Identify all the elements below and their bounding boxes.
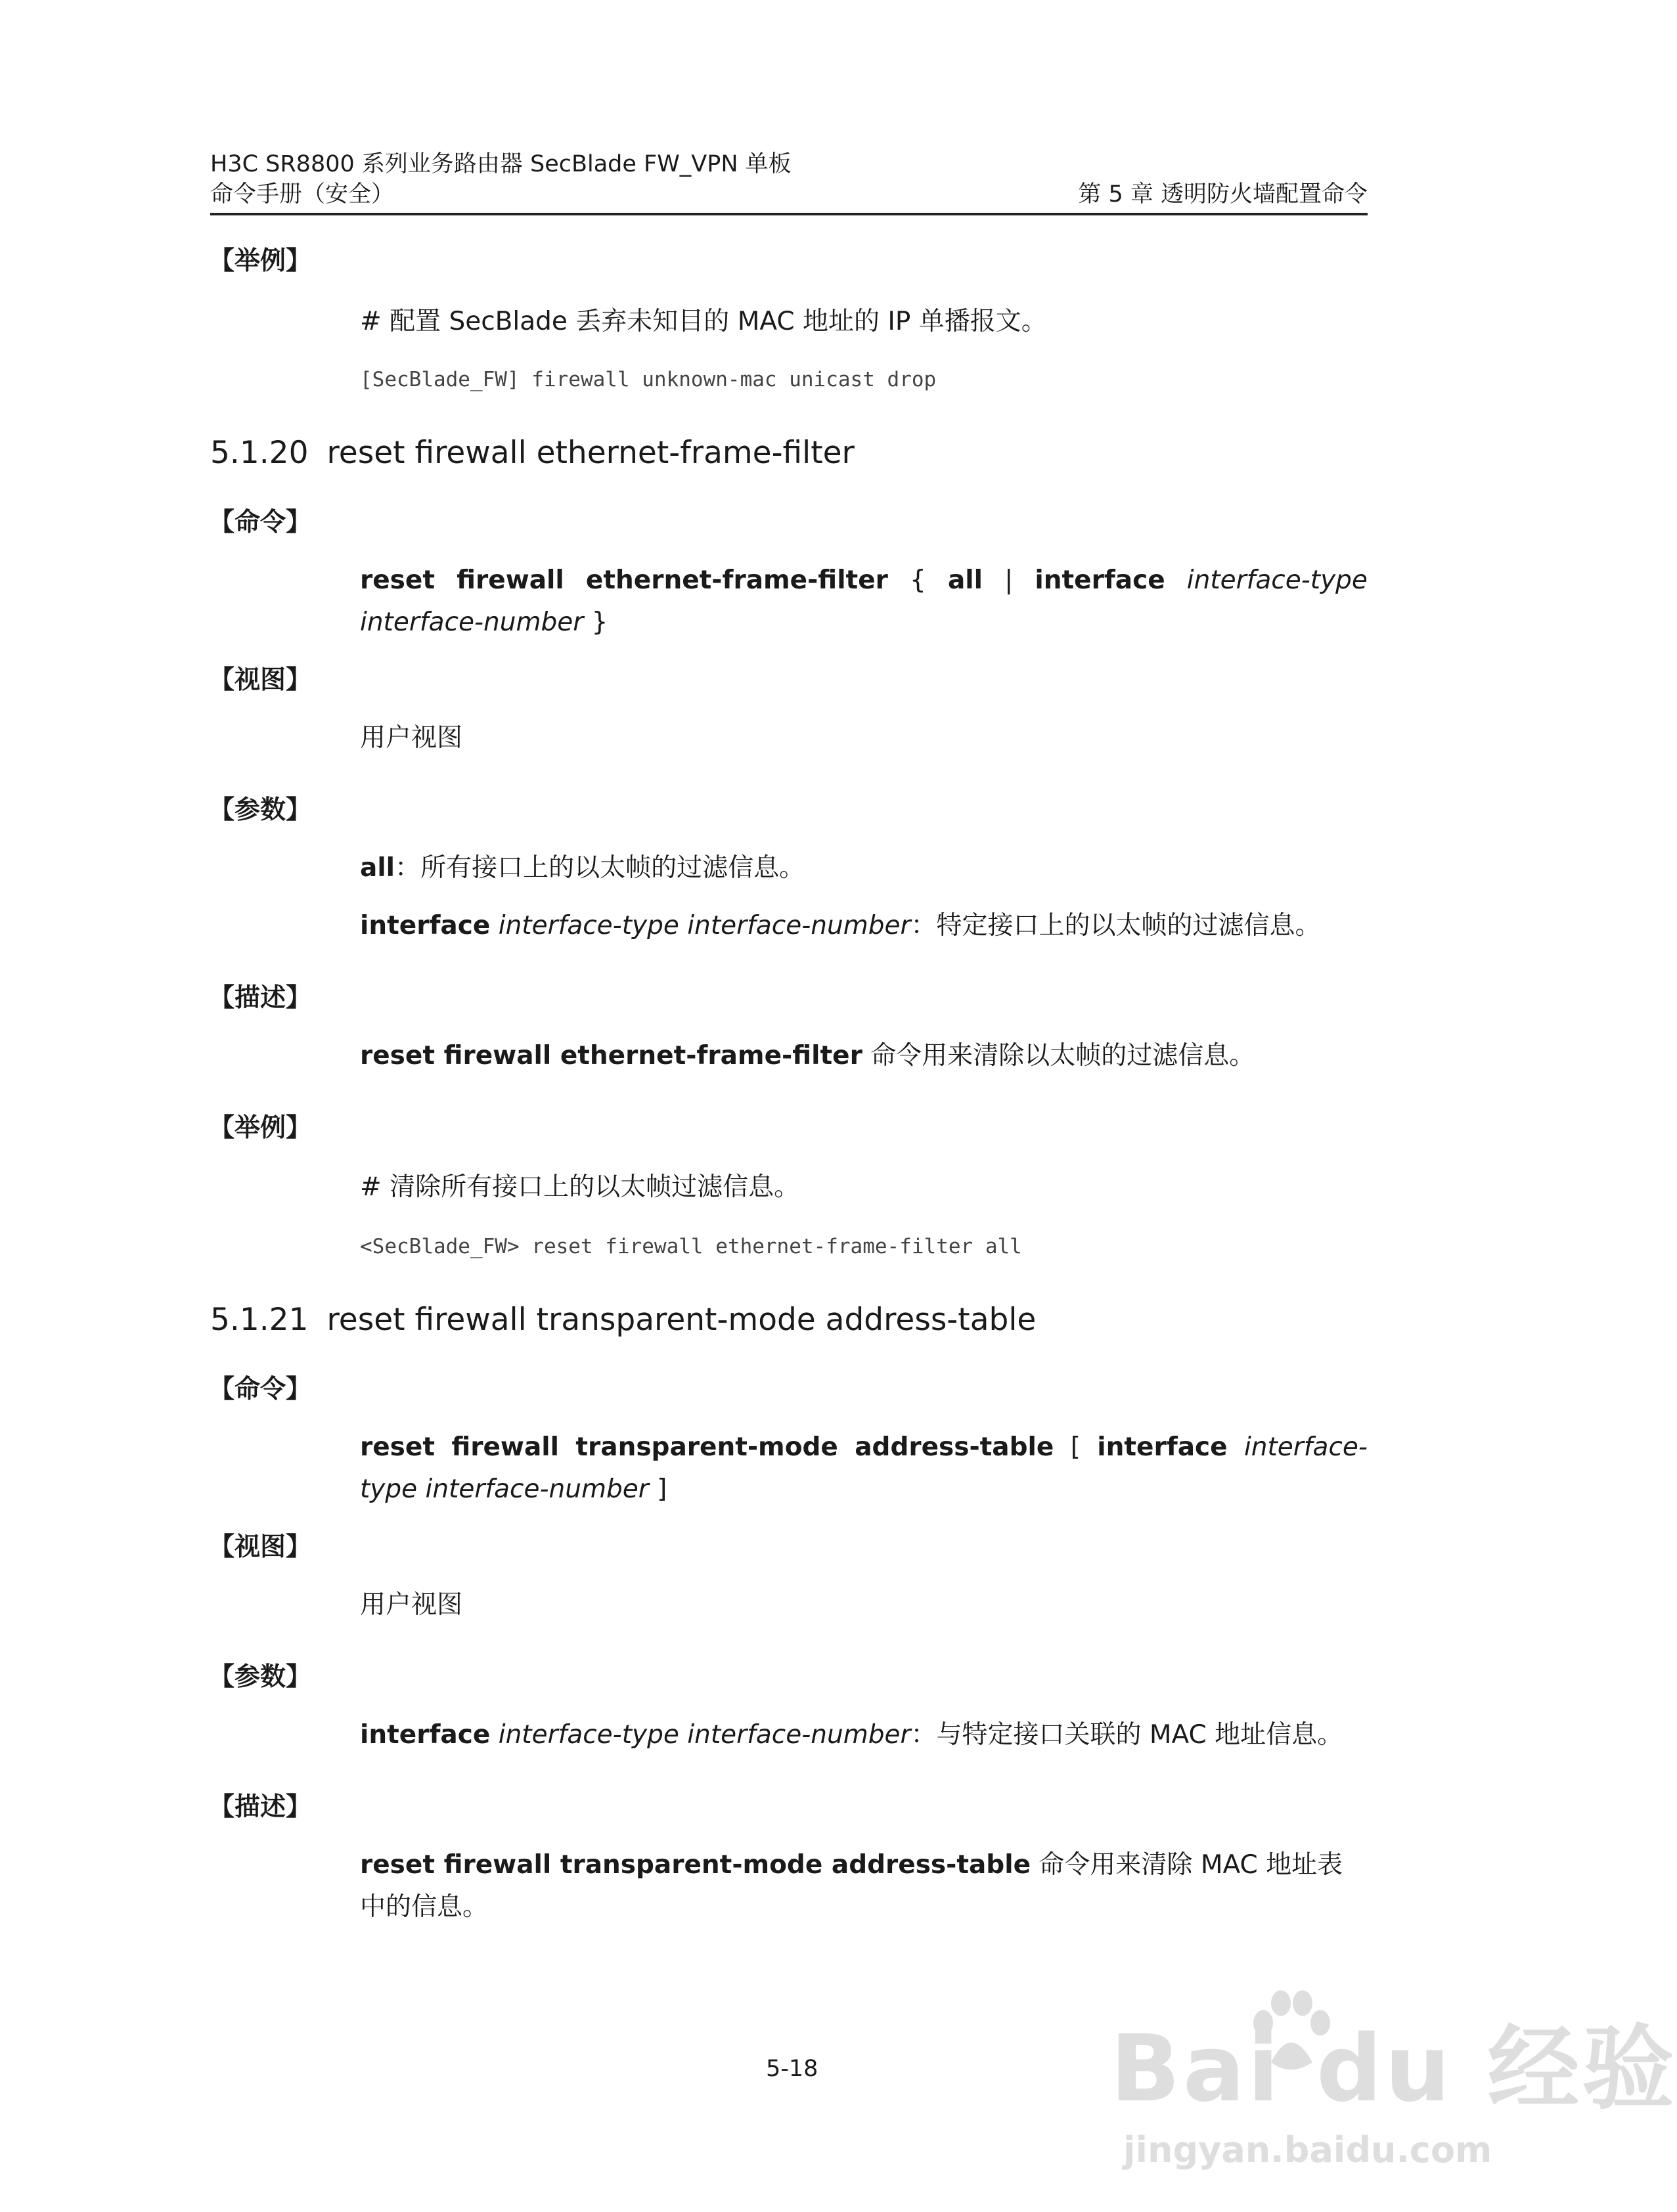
cmd-bracket-open: [ <box>1070 1432 1081 1462</box>
example-text: # 配置 SecBlade 丢弃未知目的 MAC 地址的 IP 单播报文。 <box>360 307 1047 336</box>
cmd-brace-close: } <box>591 608 608 637</box>
example-code: [SecBlade_FW] firewall unknown-mac unicast drop <box>360 368 937 391</box>
cmd-keyword: ethernet-frame-filter <box>585 565 888 595</box>
cmd-keyword: interface <box>1097 1432 1228 1462</box>
example-code: <SecBlade_FW> reset firewall ethernet-frame-filter all <box>360 1235 1022 1258</box>
command-syntax <box>360 1427 1368 1511</box>
cmd-keyword: transparent-mode <box>575 1432 838 1462</box>
example-text: # 清除所有接口上的以太帧过滤信息。 <box>360 1172 800 1202</box>
view-heading: 【视图】 <box>209 1532 312 1562</box>
page-header <box>210 150 1368 215</box>
description-heading: 【描述】 <box>209 1792 312 1822</box>
param-desc: ：特定接口上的以太帧的过滤信息。 <box>910 911 1321 940</box>
example-heading: 【举例】 <box>209 246 312 276</box>
cmd-arg: interface-number <box>360 608 584 637</box>
watermark-logo: Bai du 经验 <box>1110 2016 1677 2123</box>
command-heading: 【命令】 <box>209 508 312 537</box>
cmd-keyword: firewall <box>451 1432 560 1462</box>
watermark-url: jingyan.baidu.com <box>1123 2129 1492 2171</box>
cmd-arg: interface-number <box>425 1474 649 1504</box>
cmd-keyword: address-table <box>855 1432 1054 1462</box>
desc-body: 命令用来清除 MAC 地址表中的信息。 <box>360 1850 1343 1922</box>
baidu-jingyan-watermark <box>1110 1983 1677 2180</box>
desc-body: 命令用来清除以太帧的过滤信息。 <box>862 1041 1255 1071</box>
view-text: 用户视图 <box>360 723 463 753</box>
param-args: interface-type interface-number <box>498 911 911 940</box>
param-keyword: interface <box>360 911 491 940</box>
desc-command: reset firewall ethernet-frame-filter <box>360 1041 862 1071</box>
section-number: 5.1.20 <box>210 435 309 471</box>
cmd-bracket-close: ] <box>657 1474 667 1504</box>
param-keyword: all <box>360 853 395 883</box>
cmd-keyword: firewall <box>457 565 564 595</box>
parameter-all <box>360 847 1368 889</box>
description-heading: 【描述】 <box>209 983 312 1013</box>
parameter-heading: 【参数】 <box>209 795 312 825</box>
desc-command: reset firewall transparent-mode address-table <box>360 1850 1031 1880</box>
cmd-keyword: reset <box>360 1432 435 1462</box>
cmd-keyword: all <box>947 565 983 595</box>
example-heading: 【举例】 <box>209 1113 312 1143</box>
param-desc: ：与特定接口关联的 MAC 地址信息。 <box>910 1720 1343 1750</box>
header-title: H3C SR8800 系列业务路由器 SecBlade FW_VPN 单板 <box>210 151 792 177</box>
section-number: 5.1.21 <box>210 1302 309 1338</box>
param-args: interface-type interface-number <box>498 1720 911 1750</box>
cmd-arg: interface-type <box>1186 565 1368 595</box>
description-text <box>360 1844 1368 1928</box>
view-heading: 【视图】 <box>209 665 312 695</box>
section-title-5-1-21 <box>210 1302 1036 1338</box>
command-syntax <box>360 560 1368 644</box>
command-heading: 【命令】 <box>209 1375 312 1404</box>
description-text <box>360 1035 1368 1077</box>
section-title: reset firewall ethernet-frame-filter <box>326 435 855 471</box>
cmd-arg: interface-type <box>360 1432 1368 1504</box>
header-subtitle: 命令手册（安全） <box>210 181 395 208</box>
cmd-keyword: interface <box>1035 565 1165 595</box>
page-number: 5-18 <box>766 2056 818 2082</box>
parameter-interface <box>360 905 1368 947</box>
section-title: reset firewall transparent-mode address-table <box>326 1302 1037 1338</box>
parameter-heading: 【参数】 <box>209 1662 312 1692</box>
cmd-keyword: reset <box>360 565 435 595</box>
parameter-interface <box>360 1714 1368 1756</box>
param-desc: ：所有接口上的以太帧的过滤信息。 <box>395 853 805 883</box>
param-keyword: interface <box>360 1720 491 1750</box>
header-chapter: 第 5 章 透明防火墙配置命令 <box>1078 181 1368 208</box>
section-title-5-1-20 <box>210 435 855 472</box>
cmd-pipe: | <box>1004 565 1014 595</box>
view-text: 用户视图 <box>360 1590 463 1620</box>
cmd-brace-open: { <box>910 565 926 595</box>
